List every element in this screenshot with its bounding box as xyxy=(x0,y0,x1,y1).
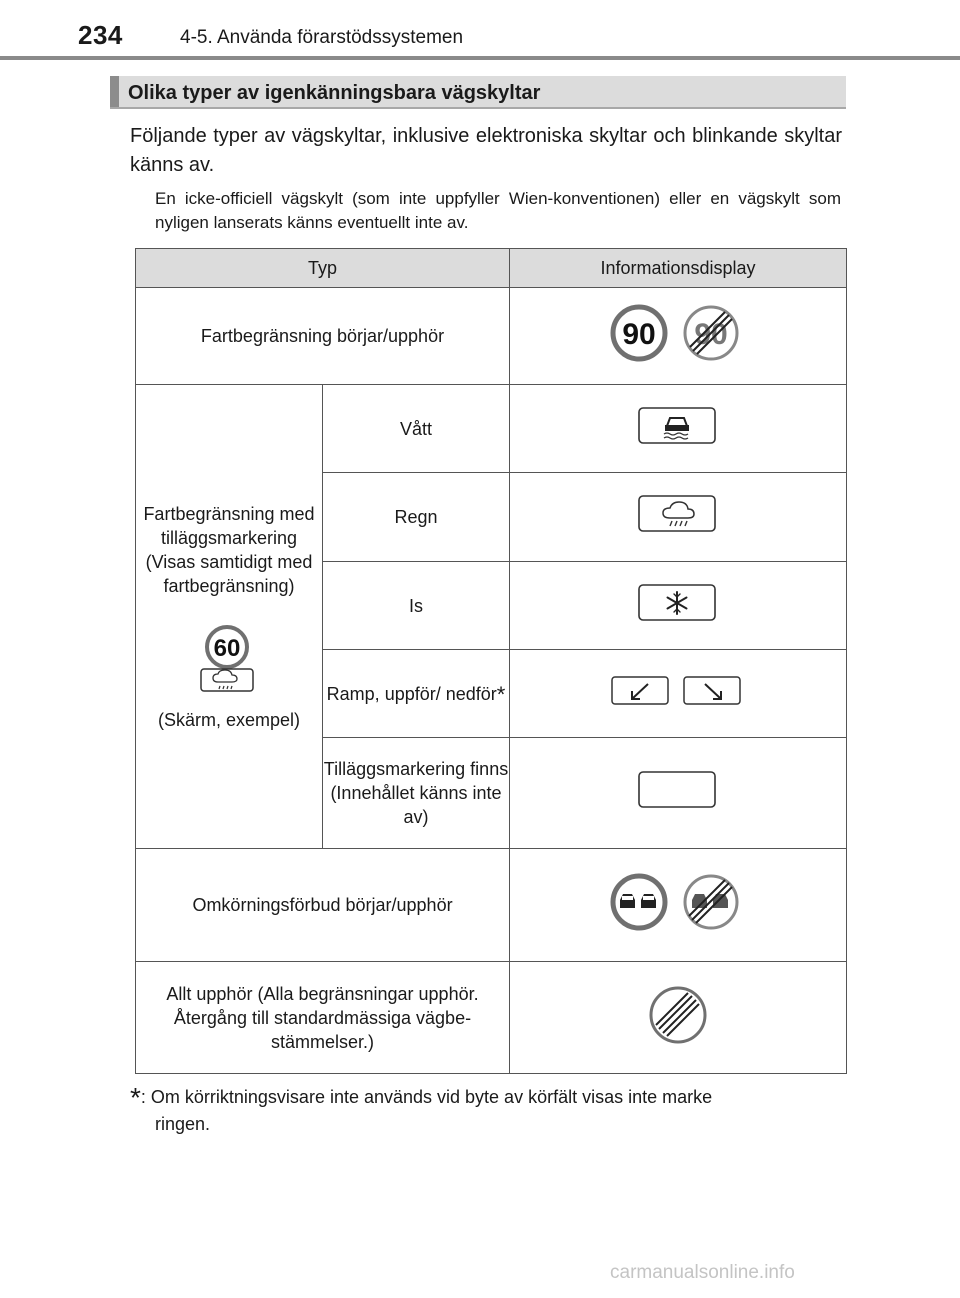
blank-plate-icon xyxy=(638,770,718,810)
section-heading xyxy=(110,76,846,109)
no-overtaking-end-icon xyxy=(685,876,737,928)
footnote-continuation: ringen. xyxy=(155,1114,211,1134)
row-wet-display xyxy=(510,385,847,473)
page-number: 234 xyxy=(78,20,123,50)
row-all-end-label: Allt upphör (Alla begränsningar upphör. Återgång till standardmässiga vägbestämmelser.) xyxy=(136,962,510,1074)
sign-types-table xyxy=(135,248,847,1074)
header-display: Informationsdisplay xyxy=(510,249,847,288)
row-wet-label: Vått xyxy=(323,385,510,473)
row-ramp-label: Ramp, uppför/ nedför* xyxy=(323,650,510,738)
header-type: Typ xyxy=(136,249,510,288)
all-restrictions-end-icon xyxy=(646,983,710,1047)
watermark: carmanualsonline.info xyxy=(610,1262,795,1283)
example-speed-text: 60 xyxy=(213,634,241,662)
footnote xyxy=(130,1084,842,1137)
speed-limit-end-icon xyxy=(685,307,737,359)
row-ice-label: Is xyxy=(323,562,510,650)
speed-limit-start-icon xyxy=(613,307,665,359)
chapter-title: 4-5. Använda förarstödssystemen xyxy=(180,27,464,48)
supplementary-group-label: Fartbegränsning med tilläggsmarkering (Visas samtidigt med fartbegränsning) 60 (Skärm, exempel) xyxy=(136,385,323,849)
example-caption: (Skärm, exempel) xyxy=(157,709,301,730)
row-no-overtaking-label: Omkörningsförbud börjar/upphör xyxy=(136,849,510,962)
no-overtaking-start-icon xyxy=(613,876,665,928)
footnote-text: : Om körriktningsvisare inte används vid byte av körfält visas inte marke xyxy=(140,1087,713,1107)
section-title: Olika typer av igenkänningsbara vägskyltar xyxy=(128,82,541,104)
row-rain-display xyxy=(510,473,847,562)
no-overtaking-icons xyxy=(608,870,748,934)
row-speed-limit-label: Fartbegränsning börjar/upphör xyxy=(136,288,510,385)
footnote-asterisk: * xyxy=(130,1082,141,1113)
intro-paragraph: Följande typer av vägskyltar, inklusive elektroniska skyltar och blinkande skyltar känns av. xyxy=(130,125,842,176)
ramp-arrows-icon xyxy=(608,674,748,708)
speed-value-text: 90 xyxy=(622,318,656,351)
rain-cloud-icon xyxy=(638,494,718,534)
row-all-end-display xyxy=(510,962,847,1074)
ramp-asterisk: * xyxy=(496,681,506,707)
snowflake-icon xyxy=(638,583,718,623)
header-rule xyxy=(0,56,960,60)
row-ice-display xyxy=(510,562,847,650)
row-ramp-display xyxy=(510,650,847,738)
example-display-icon xyxy=(198,624,260,694)
row-rain-label: Regn xyxy=(323,473,510,562)
wet-road-icon xyxy=(638,406,718,446)
row-additional-display xyxy=(510,738,847,849)
speed-limit-icons xyxy=(608,302,748,364)
speed-value-end-text: 90 xyxy=(694,318,728,351)
row-speed-limit-display xyxy=(510,288,847,385)
row-additional-label: Tilläggsmarkering finns (Innehållet känns inte av) xyxy=(323,738,510,849)
row-no-overtaking-display xyxy=(510,849,847,962)
note-paragraph: En icke-officiell vägskylt (som inte uppfyller Wien-konventionen) eller en vägskylt som nyligen lanserats känns eventuellt inte av. xyxy=(155,189,841,232)
section-heading-bar xyxy=(110,76,119,107)
